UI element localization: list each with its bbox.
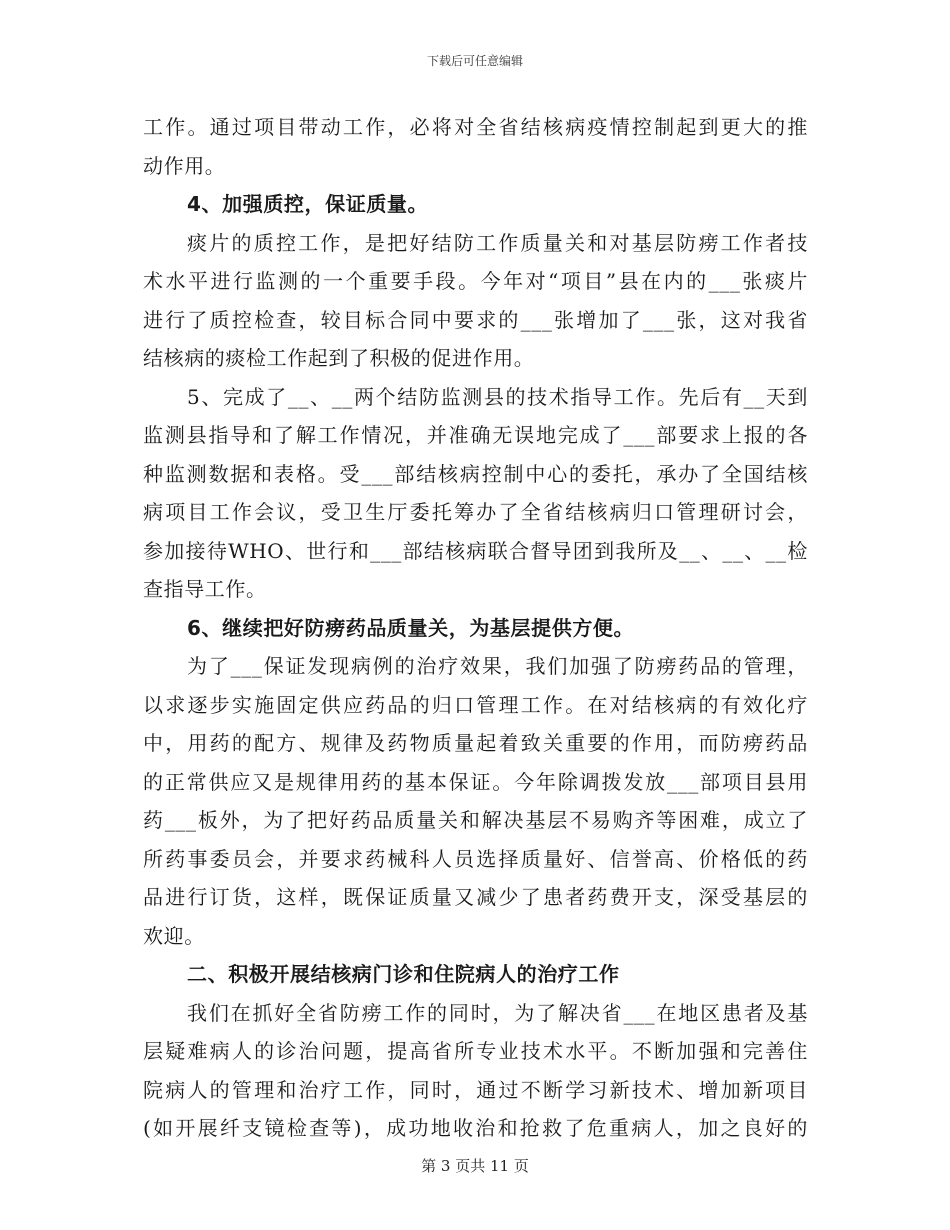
- line-text: 为了___保证发现病例的治疗效果，我们加强了防痨药品的管理，: [187, 654, 808, 678]
- line-text: 进行了质控检查，较目标合同中要求的___张增加了___张，这对我省: [143, 307, 808, 332]
- section-heading: [143, 185, 808, 224]
- body-text-line: [143, 493, 808, 532]
- line-text: 种监测数据和表格。受___部结核病控制中心的委托，承办了全国结核: [143, 461, 808, 486]
- document-body: [143, 108, 808, 1148]
- line-text: 层疑难病人的诊治问题，提高省所专业技术水平。不断加强和完善住: [143, 1039, 808, 1063]
- line-text: 院病人的管理和治疗工作，同时，通过不断学习新技术、增加新项目: [143, 1077, 808, 1102]
- body-text-line: [143, 416, 808, 455]
- line-text: 5、完成了__、__两个结防监测县的技术指导工作。先后有__天到: [187, 384, 808, 409]
- line-text: 查指导工作。: [143, 577, 267, 601]
- body-text-line: [143, 570, 808, 609]
- line-text: 6、继续把好防痨药品质量关，为基层提供方便。: [187, 615, 635, 640]
- line-text: 我们在抓好全省防痨工作的同时，为了解决省___在地区患者及基: [187, 1000, 808, 1025]
- line-text: 监测县指导和了解工作情况，并准确无误地完成了___部要求上报的各: [143, 423, 808, 447]
- line-text: 工作。通过项目带动工作，必将对全省结核病疫情控制起到更大的推: [143, 115, 808, 139]
- body-text-line: [143, 686, 808, 725]
- line-text: 以求逐步实施固定供应药品的归口管理工作。在对结核病的有效化疗: [143, 692, 808, 717]
- page-header: 下载后可任意编辑: [426, 54, 523, 68]
- line-text: 药___板外，为了把好药品质量关和解决基层不易购齐等困难，成立了: [143, 808, 808, 832]
- line-text: 4、加强质控，保证质量。: [187, 192, 429, 216]
- page-footer: 第 3 页共 11 页: [421, 1157, 529, 1175]
- line-text: 病项目工作会议，受卫生厅委托筹办了全省结核病归口管理研讨会，: [143, 500, 808, 524]
- line-text: 术水平进行监测的一个重要手段。今年对“项目”县在内的___张痰片: [143, 269, 808, 293]
- body-text-line: [143, 840, 808, 879]
- line-text: 结核病的痰检工作起到了积极的促进作用。: [143, 346, 535, 370]
- body-text-line: [143, 1109, 808, 1148]
- line-text: 痰片的质控工作，是把好结防工作质量关和对基层防痨工作者技: [187, 230, 808, 255]
- body-text-line: [143, 224, 808, 263]
- body-text-line: [143, 724, 808, 763]
- line-text: 品进行订货，这样，既保证质量又减少了患者药费开支，深受基层的: [143, 885, 808, 909]
- body-text-line: [143, 1071, 808, 1110]
- body-text-line: [143, 532, 808, 571]
- section-heading: [143, 609, 808, 648]
- body-text-line: [143, 147, 808, 186]
- body-text-line: [143, 455, 808, 494]
- line-text: 所药事委员会，并要求药械科人员选择质量好、信誉高、价格低的药: [143, 846, 808, 871]
- body-text-line: [143, 994, 808, 1033]
- body-text-line: [143, 262, 808, 301]
- body-text-line: [143, 301, 808, 340]
- line-text: 中，用药的配方、规律及药物质量起着致关重要的作用，而防痨药品: [143, 731, 808, 755]
- body-text-line: [143, 801, 808, 840]
- line-text: 的正常供应又是规律用药的基本保证。今年除调拨发放___部项目县用: [143, 769, 808, 794]
- section-heading: [143, 955, 808, 994]
- body-text-line: [143, 378, 808, 417]
- body-text-line: [143, 647, 808, 686]
- body-text-line: [143, 339, 808, 378]
- line-text: 参加接待WHO、世行和___部结核病联合督导团到我所及__、__、__检: [143, 538, 808, 563]
- line-text: 动作用。: [143, 153, 226, 178]
- body-text-line: [143, 763, 808, 802]
- line-text: 二、积极开展结核病门诊和住院病人的治疗工作: [187, 962, 620, 986]
- body-text-line: [143, 108, 808, 147]
- line-text: (如开展纤支镜检查等)，成功地收治和抢救了危重病人，加之良好的: [143, 1116, 808, 1140]
- body-text-line: [143, 917, 808, 956]
- line-text: 欢迎。: [143, 923, 205, 948]
- body-text-line: [143, 1032, 808, 1071]
- body-text-line: [143, 878, 808, 917]
